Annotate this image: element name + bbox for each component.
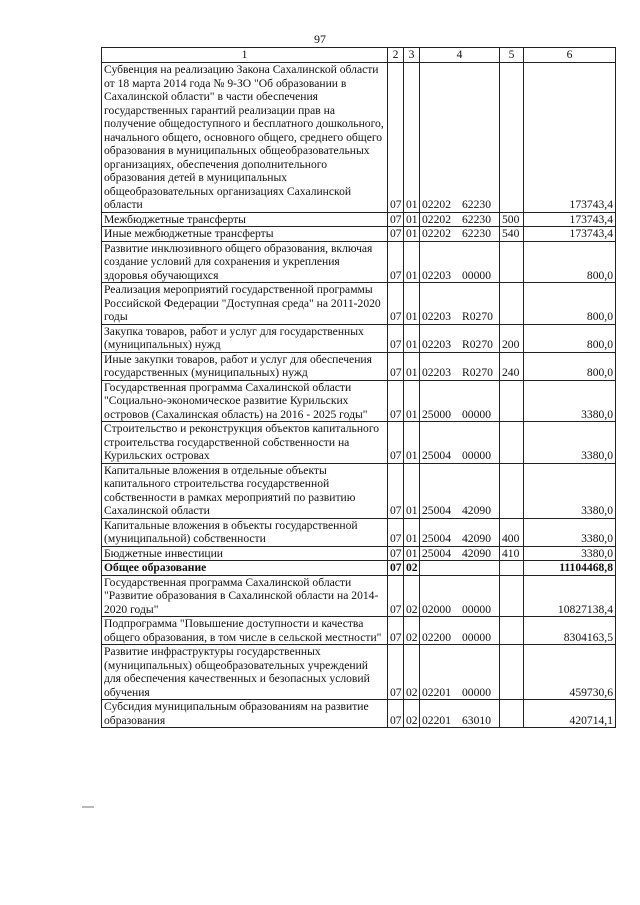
table-row — [102, 63, 616, 213]
row-name: Капитальные вложения в объекты государственной (муниципальной) собственности — [102, 518, 388, 546]
row-section: 07 — [388, 227, 404, 242]
row-expense-type — [500, 645, 524, 700]
row-name: Капитальные вложения в отдельные объекты капитального строительства государственной собственности в рамках мероприятий по развитию Сахалинской области — [102, 463, 388, 518]
row-subsection: 02 — [404, 575, 420, 617]
header-col-6: 6 — [524, 48, 616, 63]
row-target-article-program: 25000 — [422, 407, 451, 421]
row-target-article — [420, 546, 500, 561]
row-section: 07 — [388, 561, 404, 576]
row-expense-type — [500, 463, 524, 518]
row-amount: 800,0 — [524, 283, 616, 325]
row-expense-type — [500, 241, 524, 283]
row-target-article-program: 02201 — [422, 713, 451, 727]
table-row — [102, 518, 616, 546]
row-expense-type — [500, 700, 524, 728]
table-row — [102, 212, 616, 227]
table-row — [102, 546, 616, 561]
header-col-1: 1 — [102, 48, 388, 63]
row-target-article — [420, 645, 500, 700]
row-target-article — [420, 283, 500, 325]
row-section: 07 — [388, 422, 404, 464]
row-target-article — [420, 617, 500, 645]
table-row — [102, 575, 616, 617]
row-expense-type: 200 — [500, 324, 524, 352]
row-name: Субсидия муниципальным образованиям на развитие образования — [102, 700, 388, 728]
row-subsection: 01 — [404, 518, 420, 546]
row-target-article-direction: 00000 — [462, 630, 491, 644]
table-row — [102, 380, 616, 422]
row-amount: 3380,0 — [524, 518, 616, 546]
row-subsection: 02 — [404, 617, 420, 645]
row-target-article-program: 02200 — [422, 630, 451, 644]
row-name: Строительство и реконструкция объектов капитального строительства государственной собственности на Курильских островах — [102, 422, 388, 464]
row-target-article-program: 02000 — [422, 602, 451, 616]
row-expense-type: 410 — [500, 546, 524, 561]
row-target-article-program: 25004 — [422, 546, 451, 560]
row-amount: 800,0 — [524, 352, 616, 380]
row-target-article-program: 02201 — [422, 685, 451, 699]
row-target-article — [420, 227, 500, 242]
row-target-article-program: 02203 — [422, 268, 451, 282]
row-target-article-direction: 00000 — [462, 268, 491, 282]
row-subsection: 01 — [404, 212, 420, 227]
row-target-article-program: 25004 — [422, 532, 451, 545]
row-expense-type — [500, 63, 524, 213]
row-target-article-program: 02202 — [422, 227, 451, 240]
row-amount: 173743,4 — [524, 227, 616, 242]
row-expense-type — [500, 561, 524, 576]
scan-mark — [82, 806, 94, 808]
row-section: 07 — [388, 352, 404, 380]
row-target-article-direction: 00000 — [462, 407, 491, 421]
row-section: 07 — [388, 546, 404, 561]
row-target-article-direction: 62230 — [462, 212, 491, 226]
row-subsection: 01 — [404, 380, 420, 422]
row-target-article-direction: 62230 — [462, 227, 491, 240]
row-amount: 173743,4 — [524, 212, 616, 227]
table-row — [102, 617, 616, 645]
row-section: 07 — [388, 463, 404, 518]
row-amount: 420714,1 — [524, 700, 616, 728]
row-subsection: 01 — [404, 227, 420, 242]
row-target-article-direction: R0270 — [462, 310, 493, 323]
table-row — [102, 227, 616, 242]
row-target-article-direction: 00000 — [462, 449, 491, 462]
header-col-3: 3 — [404, 48, 420, 63]
row-amount: 3380,0 — [524, 546, 616, 561]
row-name: Развитие инфраструктуры государственных (муниципальных) общеобразовательных учреждений для обеспечения качественных и безопасных условий обучения — [102, 645, 388, 700]
row-subsection: 01 — [404, 324, 420, 352]
row-name: Подпрограмма "Повышение доступности и качества общего образования, в том числе в сельской местности" — [102, 617, 388, 645]
row-name: Закупка товаров, работ и услуг для государственных (муниципальных) нужд — [102, 324, 388, 352]
row-target-article — [420, 324, 500, 352]
row-target-article-direction: 00000 — [462, 685, 491, 699]
row-expense-type — [500, 283, 524, 325]
row-name: Государственная программа Сахалинской области "Развитие образования в Сахалинской области на 2014-2020 годы" — [102, 575, 388, 617]
row-name: Государственная программа Сахалинской области "Социально-экономическое развитие Курильских островов (Сахалинская область) на 2016 - 2025 годы" — [102, 380, 388, 422]
table-row — [102, 283, 616, 325]
row-name: Иные закупки товаров, работ и услуг для обеспечения государственных (муниципальных) нужд — [102, 352, 388, 380]
row-amount: 3380,0 — [524, 380, 616, 422]
row-target-article-direction: 42090 — [462, 504, 491, 517]
row-target-article — [420, 463, 500, 518]
row-amount: 8304163,5 — [524, 617, 616, 645]
row-target-article — [420, 518, 500, 546]
row-target-article-direction: R0270 — [462, 366, 493, 379]
header-col-5: 5 — [500, 48, 524, 63]
row-subsection: 01 — [404, 63, 420, 213]
row-name: Иные межбюджетные трансферты — [102, 227, 388, 242]
row-subsection: 01 — [404, 352, 420, 380]
page-number: 97 — [314, 32, 326, 46]
row-subsection: 01 — [404, 422, 420, 464]
row-expense-type — [500, 422, 524, 464]
row-expense-type: 400 — [500, 518, 524, 546]
row-target-article-direction: 00000 — [462, 602, 491, 616]
header-col-4: 4 — [420, 48, 500, 63]
row-section: 07 — [388, 212, 404, 227]
row-target-article-program: 02202 — [422, 198, 451, 211]
row-expense-type — [500, 575, 524, 617]
row-section: 07 — [388, 380, 404, 422]
row-target-article-direction: R0270 — [462, 338, 493, 351]
table-row — [102, 561, 616, 576]
row-target-article — [420, 561, 500, 576]
row-section: 07 — [388, 617, 404, 645]
row-name: Межбюджетные трансферты — [102, 212, 388, 227]
row-subsection: 01 — [404, 283, 420, 325]
row-target-article-program: 02202 — [422, 212, 451, 226]
row-amount: 3380,0 — [524, 463, 616, 518]
row-section: 07 — [388, 575, 404, 617]
row-amount: 800,0 — [524, 241, 616, 283]
row-name: Бюджетные инвестиции — [102, 546, 388, 561]
row-target-article — [420, 212, 500, 227]
row-amount: 3380,0 — [524, 422, 616, 464]
row-section: 07 — [388, 645, 404, 700]
row-section: 07 — [388, 283, 404, 325]
row-subsection: 02 — [404, 700, 420, 728]
row-target-article — [420, 575, 500, 617]
row-target-article-program: 25004 — [422, 449, 451, 462]
row-amount: 800,0 — [524, 324, 616, 352]
row-expense-type — [500, 380, 524, 422]
row-amount: 173743,4 — [524, 63, 616, 213]
table-row — [102, 645, 616, 700]
row-expense-type — [500, 617, 524, 645]
row-amount: 10827138,4 — [524, 575, 616, 617]
row-target-article — [420, 352, 500, 380]
row-target-article-program: 02203 — [422, 338, 451, 351]
row-expense-type: 240 — [500, 352, 524, 380]
row-target-article — [420, 63, 500, 213]
row-subsection: 01 — [404, 546, 420, 561]
budget-table — [101, 47, 616, 728]
row-target-article — [420, 380, 500, 422]
row-name: Общее образование — [102, 561, 388, 576]
row-target-article — [420, 700, 500, 728]
table-row — [102, 463, 616, 518]
row-target-article-direction: 42090 — [462, 546, 491, 560]
row-target-article-program: 02203 — [422, 310, 451, 323]
table-row — [102, 324, 616, 352]
header-col-2: 2 — [388, 48, 404, 63]
row-target-article-program: 02203 — [422, 366, 451, 379]
table-row — [102, 422, 616, 464]
row-subsection: 02 — [404, 645, 420, 700]
row-target-article — [420, 422, 500, 464]
row-target-article-direction: 62230 — [462, 198, 491, 211]
row-target-article-program: 25004 — [422, 504, 451, 517]
row-section: 07 — [388, 518, 404, 546]
row-name: Реализация мероприятий государственной программы Российской Федерации "Доступная среда" на 2011-2020 годы — [102, 283, 388, 325]
row-subsection: 01 — [404, 463, 420, 518]
row-expense-type: 500 — [500, 212, 524, 227]
row-subsection: 01 — [404, 241, 420, 283]
row-target-article-direction: 63010 — [462, 713, 491, 727]
row-subsection: 02 — [404, 561, 420, 576]
table-row — [102, 352, 616, 380]
table-row — [102, 241, 616, 283]
row-amount: 11104468,8 — [524, 561, 616, 576]
row-target-article — [420, 241, 500, 283]
row-amount: 459730,6 — [524, 645, 616, 700]
row-target-article-direction: 42090 — [462, 532, 491, 545]
row-name: Развитие инклюзивного общего образования, включая создание условий для сохранения и укрепления здоровья обучающихся — [102, 241, 388, 283]
row-section: 07 — [388, 241, 404, 283]
row-section: 07 — [388, 324, 404, 352]
row-name: Субвенция на реализацию Закона Сахалинской области от 18 марта 2014 года № 9-ЗО "Об образовании в Сахалинской области" в части обеспечения государственных гарантий реализации прав на получение общедоступного и бесплатного дошкольного, начального общего, основного общего, среднего общего образования в муниципальных общеобразовательных организациях, обеспечения дополнительного образования детей в муниципальных общеобразовательных организациях Сахалинской области — [102, 63, 388, 213]
row-expense-type: 540 — [500, 227, 524, 242]
row-section: 07 — [388, 63, 404, 213]
row-section: 07 — [388, 700, 404, 728]
table-header — [102, 48, 616, 63]
table-row — [102, 700, 616, 728]
